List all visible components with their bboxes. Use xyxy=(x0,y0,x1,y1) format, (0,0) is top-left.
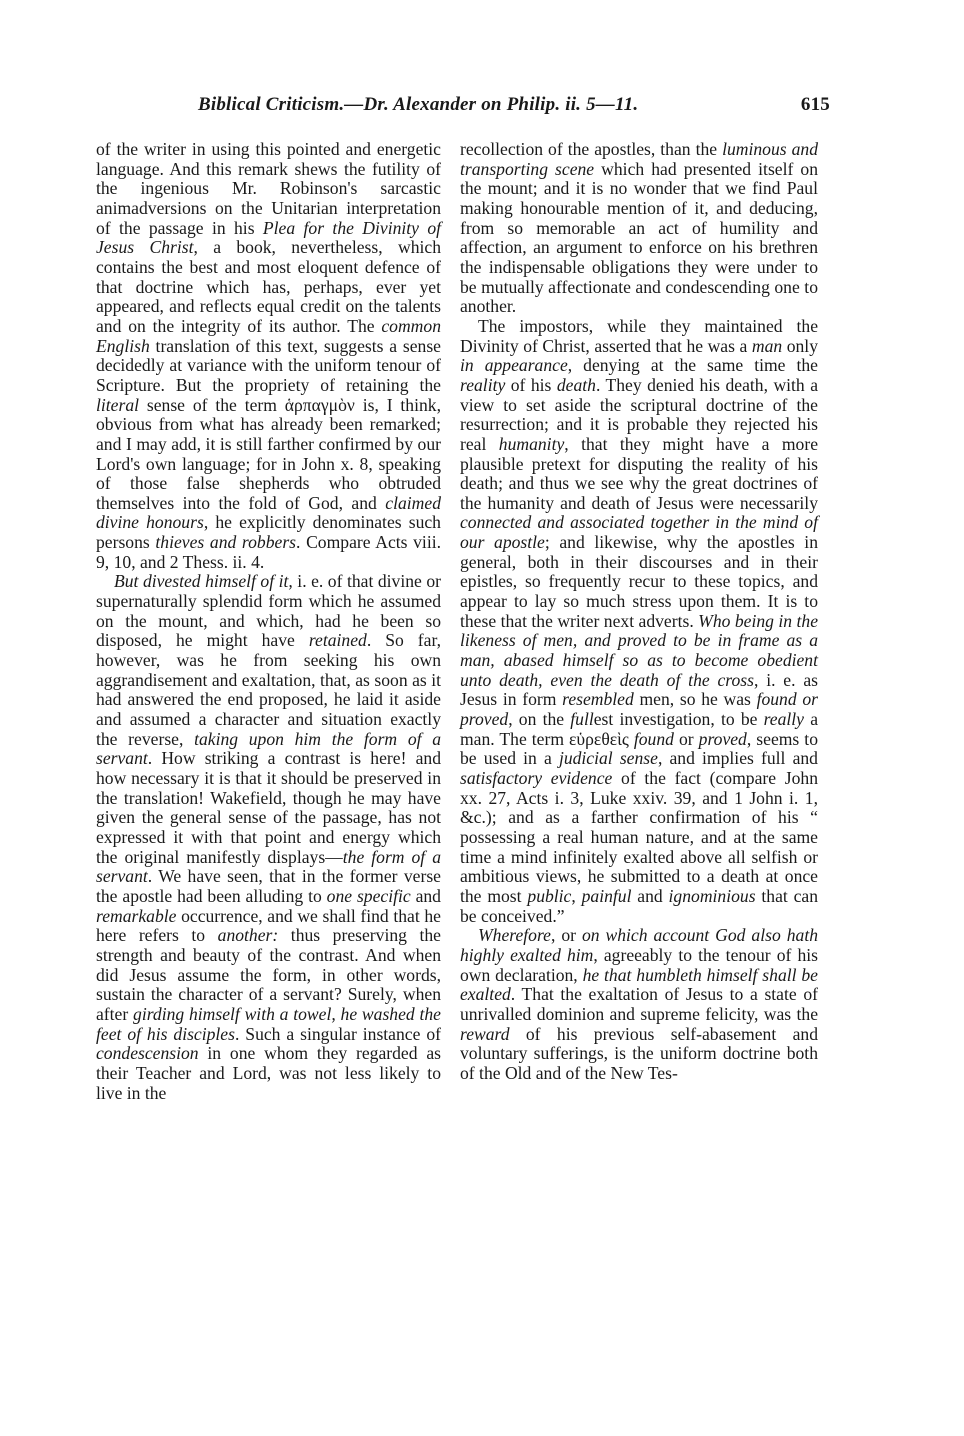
right-paragraph-2: The impostors, while they maintained the Divinity of Christ, asserted that he was a man only in appearance, denying at the same time the reality of his death. They denied his death, with a view to set aside the scriptural doctrine of the resurrection; and it is probable they rejected his real humanity, that they might have a more plausible pretext for disputing the reality of his death; and thus we see why the great doctrines of the humanity and death of Jesus were necessarily connected and associated together in the mind of our apostle; and likewise, why the apostles in general, both in their discourses and in their epistles, so frequently recur to these topics, and appear to lay so much stress upon them. It is to these that the writer next adverts. Who being in the likeness of men, and proved to be in frame as a man, abased himself so as to become obedient unto death, even the death of the cross, i. e. as Jesus in form resembled men, so he was found or proved, on the fullest investigation, to be really a man. The term εὑρεθεὶς found or proved, seems to be used in a judicial sense, and implies full and satisfactory evidence of the fact (compare John xx. 27, Acts i. 3, Luke xxiv. 39, and 1 John i. 1, &c.); and as a farther confirmation of his “ possessing a real human nature, and at the same time a mind infinitely exalted above all selfish or ambitious views, he submitted to a death at once the most public, painful and ignominious that can be conceived.” xyxy=(460,315,819,926)
right-paragraph-3: Wherefore, or on which account God also hath highly exalted him, agreeably to the tenour of his own declaration, he that humbleth himself shall be exalted. That the exaltation of Jesus to a state of unrivalled dominion and supreme felicity, was the reward of his previous self-abasement and voluntary sufferings, is the uniform doctrine both of the Old and of the New Tes- xyxy=(460,925,818,1083)
page-number: 615 xyxy=(800,94,830,115)
right-paragraph-1: recollection of the apostles, than the luminous and transporting scene which had presented itself on the mount; and it is no wonder that we find Paul making honourable mention of it, and deducing, from so memorable an act of humility and affection, an argument to enforce on his brethren the indispensable obligations they were under to be mutually affectionate and condescending one to another. xyxy=(460,139,818,317)
left-paragraph-2: But divested himself of it, i. e. of that divine or supernaturally splendid form which he assumed on the mount, and which, had he been so disposed, he might have retained. So far, however, was he from seeking his own aggrandisement and exaltation, that, as soon as it had answered the end proposed, he laid it aside and assumed a character and situation exactly the reverse, taking upon him the form of a servant. How striking a contrast is here! and how necessary it is that it should be preserved in the translation! Wakefield, though he may have given the general sense of the passage, has not expressed it with that point and energy which the original manifestly displays—the form of a servant. We have seen, that in the former verse the apostle had been alluding to one specific and remarkable occurrence, and we shall find that he here refers to another: thus preserving the strength and beauty of the contrast. And when did Jesus assume the form, in other words, sustain the character of a servant? Surely, when after girding himself with a towel, he washed the feet of his disciples. Such a singular instance of condescension in one whom they regarded as their Teacher and Lord, was not less likely to live in the xyxy=(96,571,441,1103)
running-header xyxy=(190,94,850,124)
left-column xyxy=(96,140,441,1103)
left-paragraph-1: of the writer in using this pointed and energetic language. And this remark shews the futility of the ingenious Mr. Robinson's sarcastic animadversions on the Unitarian interpretation of the passage in his Plea for the Divinity of Jesus Christ, a book, nevertheless, which contains the best and most eloquent defence of that doctrine which has, perhaps, ever yet appeared, and reflects equal credit on the talents and on the integrity of its author. The common English translation of this text, suggests a sense decidedly at variance with the uniform tenour of Scripture. But the propriety of retaining the literal sense of the term ἁρπαγμὸν is, I think, obvious from what has already been remarked; and I may add, it is still farther confirmed by our Lord's own language; for in John x. 8, speaking of those false shepherds who obtruded themselves into the fold of God, and claimed divine honours, he explicitly denominates such persons thieves and robbers. Compare Acts viii. 9, 10, and 2 Thess. ii. 4. xyxy=(96,139,442,572)
running-title: Biblical Criticism.—Dr. Alexander on Philip. ii. 5—11. xyxy=(198,94,639,115)
right-column xyxy=(460,140,818,1084)
